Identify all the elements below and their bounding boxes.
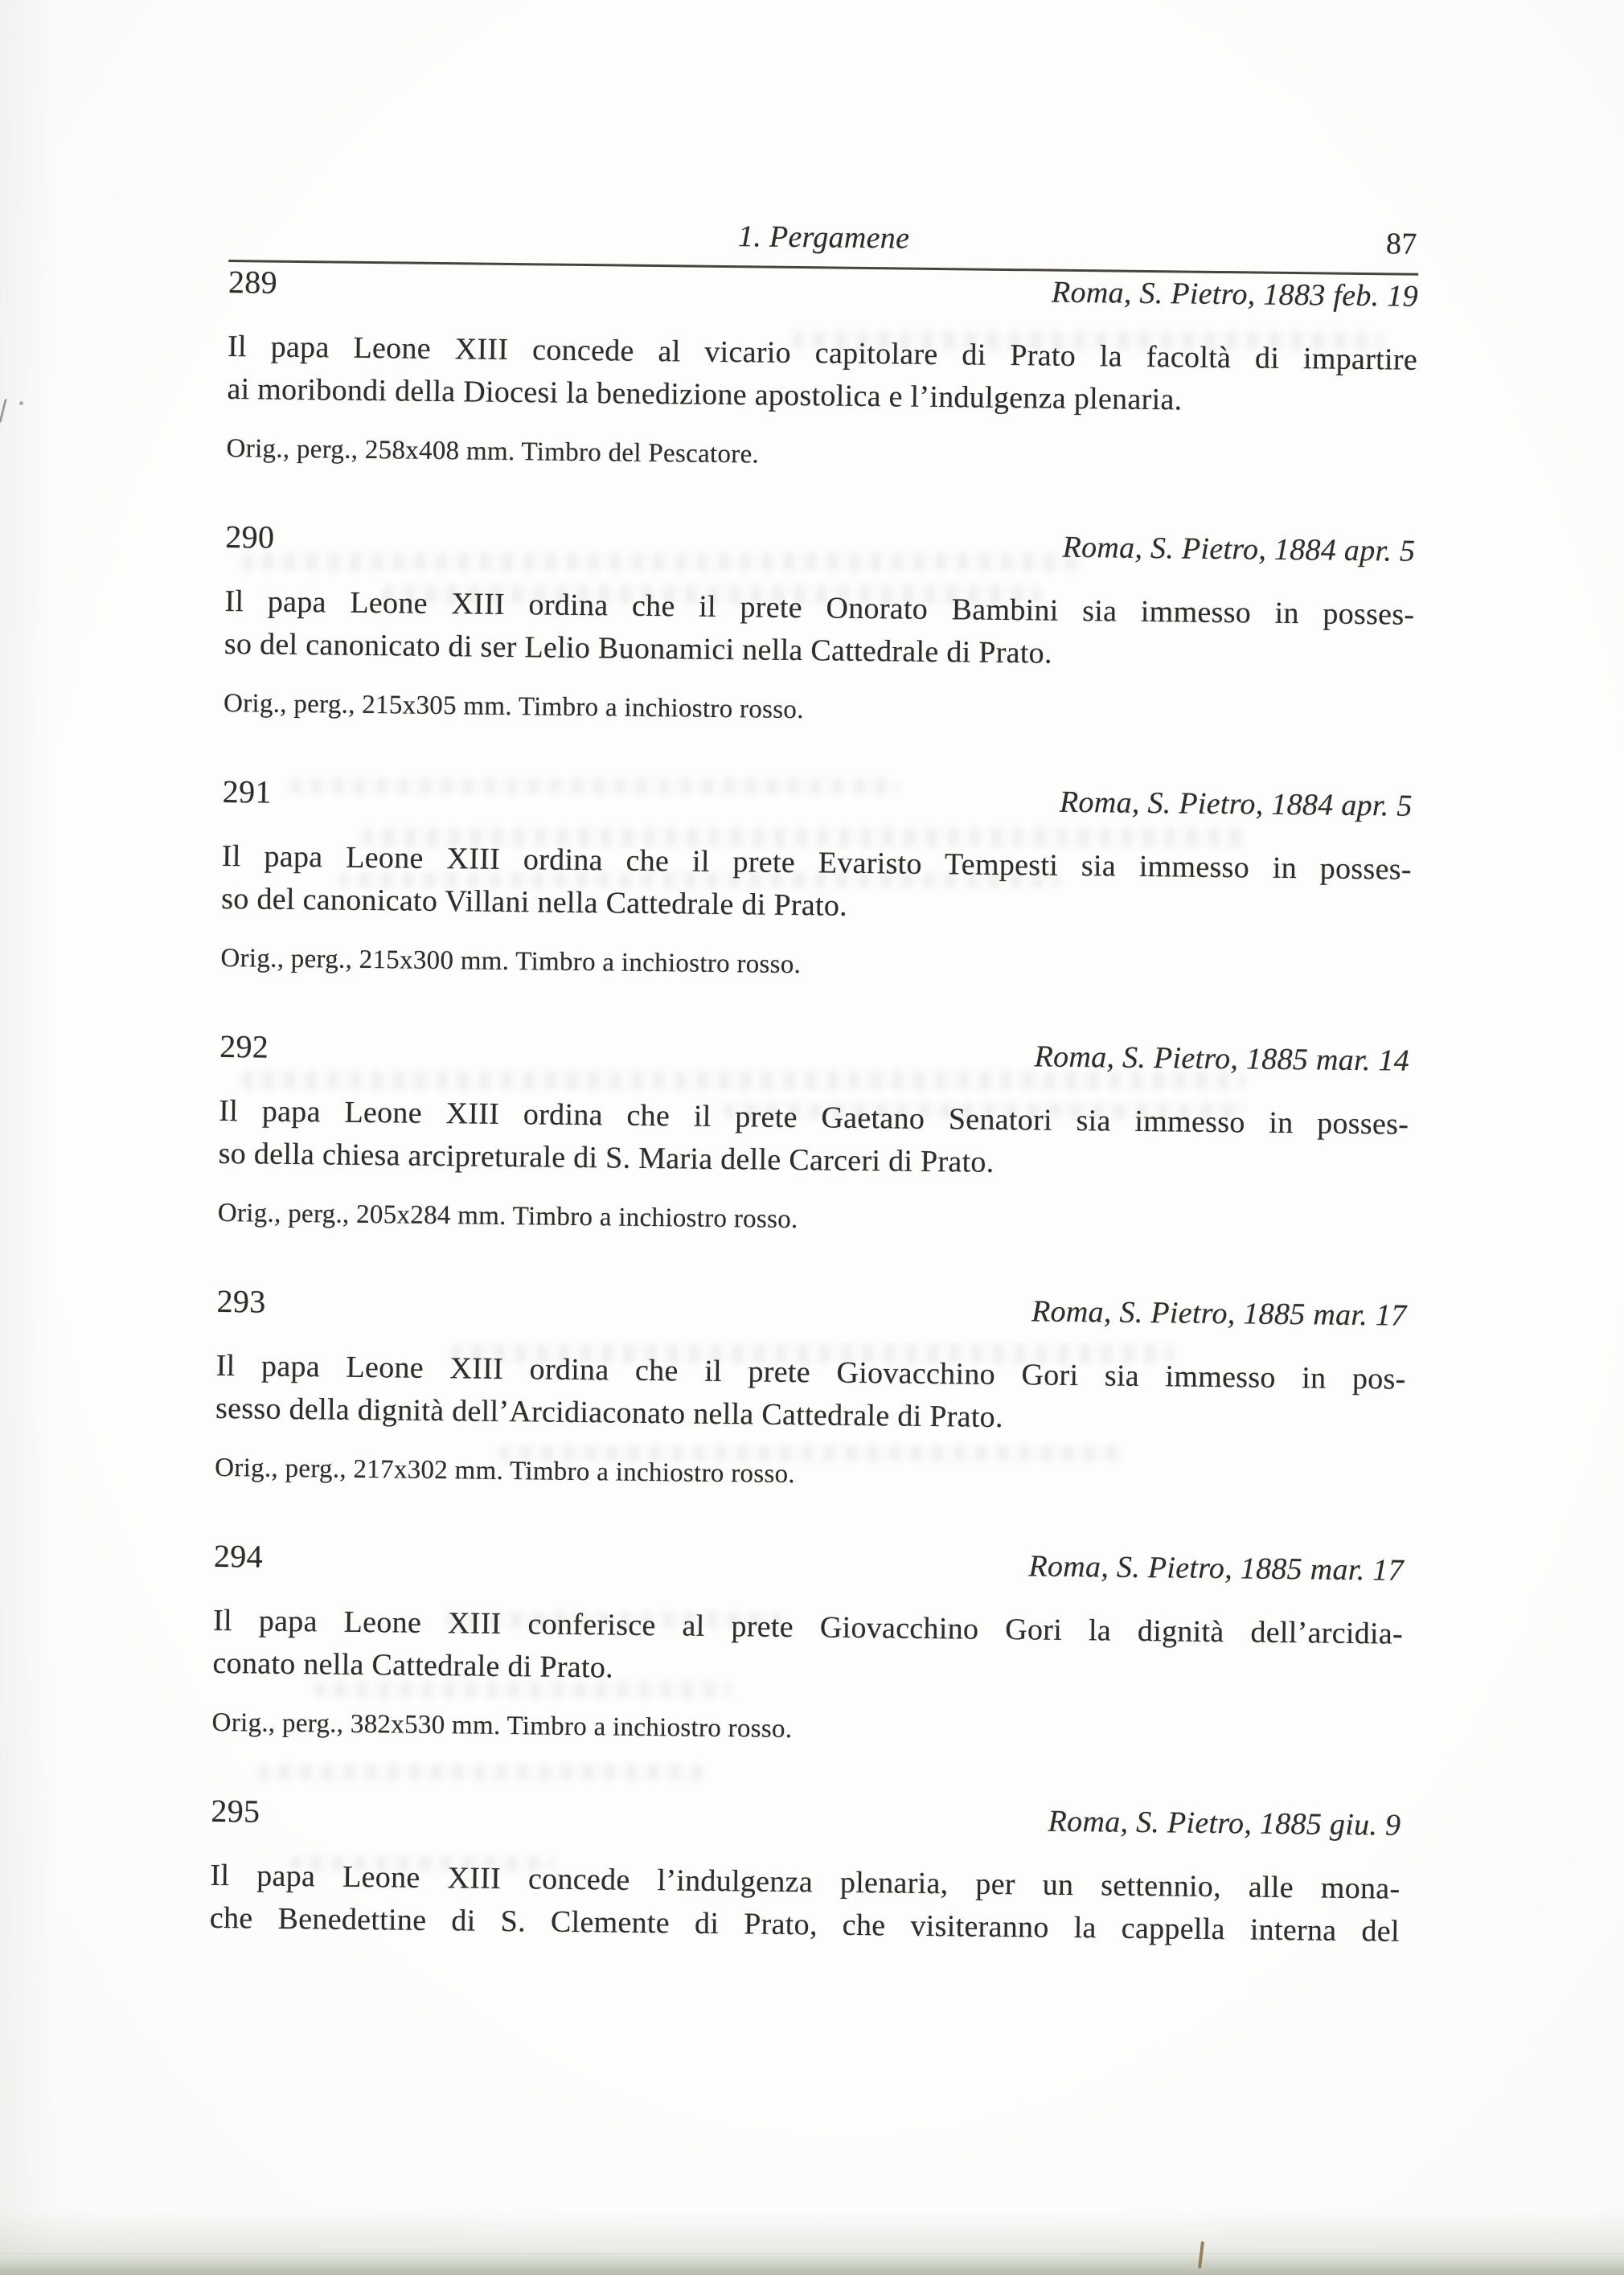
entry-dateline: Roma, S. Pietro, 1885 mar. 17: [1028, 1549, 1405, 1588]
body-line: Il papa Leone XIII ordina che il prete Giovacchino Gori sia immesso in pos-: [215, 1348, 1406, 1396]
catalog-entry: [218, 1027, 1410, 1245]
entry-physical-description: Orig., perg., 205x284 mm. Timbro a inchiostro rosso.: [217, 1198, 798, 1235]
entry-number: 290: [225, 518, 275, 555]
page-bottom-shadow: [0, 2211, 1624, 2254]
catalog-entry: [226, 262, 1418, 481]
section-title: 1. Pergamene: [737, 219, 910, 256]
entry-number: 289: [228, 263, 278, 301]
body-line: Il papa Leone XIII conferisce al prete Giovacchino Gori la dignità dell’arcidia-: [212, 1603, 1404, 1651]
entry-number: 292: [219, 1027, 269, 1065]
catalog-entry: [211, 1536, 1404, 1755]
entry-head: [219, 1027, 1409, 1081]
entry-dateline: Roma, S. Pietro, 1884 apr. 5: [1059, 785, 1413, 823]
entry-physical-description: Orig., perg., 215x305 mm. Timbro a inchiostro rosso.: [223, 688, 804, 725]
entry-physical-description: Orig., perg., 217x302 mm. Timbro a inchiostro rosso.: [215, 1453, 796, 1490]
body-line: Il papa Leone XIII concede al vicario capitolare di Prato la facoltà di impartire: [227, 329, 1418, 377]
body-line: Il papa Leone XIII ordina che il prete Evaristo Tempesti sia immesso in posses-: [221, 838, 1413, 887]
entry-body: [218, 1090, 1409, 1189]
entry-head: [216, 1281, 1406, 1336]
entry-physical-description: Orig., perg., 258x408 mm. Timbro del Pescatore.: [226, 433, 760, 469]
entry-body: [224, 580, 1415, 679]
catalog-entry: [220, 772, 1413, 990]
entry-body: [210, 1855, 1400, 1953]
body-line: che Benedettine di S. Clemente di Prato, che visiteranno la cappella interna del: [209, 1900, 1400, 1949]
catalog-entry: [215, 1281, 1407, 1500]
body-line: Il papa Leone XIII concede l’indulgenza plenaria, per un settennio, alle mona-: [210, 1858, 1400, 1906]
entry-head: [225, 517, 1415, 572]
entry-number: 293: [216, 1282, 266, 1320]
body-line: so del canonicato di ser Lelio Buonamici nella Cattedrale di Prato.: [224, 626, 1053, 670]
body-line: conato nella Cattedrale di Prato.: [212, 1646, 614, 1685]
body-line: Il papa Leone XIII ordina che il prete Onorato Bambini sia immesso in posses-: [224, 584, 1415, 632]
body-line: sesso della dignità dell’Arcidiaconato nella Cattedrale di Prato.: [215, 1391, 1004, 1435]
entry-dateline: Roma, S. Pietro, 1885 mar. 14: [1034, 1039, 1410, 1078]
entry-head: [211, 1791, 1400, 1846]
page-content: [209, 211, 1419, 2003]
entry-body: [221, 835, 1412, 934]
entry-dateline: Roma, S. Pietro, 1885 mar. 17: [1031, 1294, 1407, 1333]
body-line: so della chiesa arcipreturale di S. Maria delle Carceri di Prato.: [218, 1136, 994, 1179]
entry-number: 295: [211, 1792, 260, 1830]
book-bottom-edge: [0, 2253, 1624, 2275]
entry-physical-description: Orig., perg., 215x300 mm. Timbro a inchiostro rosso.: [220, 943, 802, 980]
entry-number: 294: [213, 1537, 264, 1575]
page-number: 87: [1385, 227, 1417, 261]
entry-body: [212, 1600, 1403, 1699]
entry-dateline: Roma, S. Pietro, 1884 apr. 5: [1062, 530, 1416, 568]
body-line: so del canonicato Villani nella Cattedrale di Prato.: [221, 881, 848, 923]
entry-number: 291: [222, 773, 272, 810]
catalog-entry: [224, 517, 1416, 736]
entry-body: [215, 1345, 1406, 1444]
entry-dateline: Roma, S. Pietro, 1885 giu. 9: [1048, 1804, 1401, 1843]
margin-smudge-artifact: [0, 399, 14, 424]
body-line: Il papa Leone XIII ordina che il prete Gaetano Senatori sia immesso in posses-: [219, 1093, 1409, 1142]
entry-physical-description: Orig., perg., 382x530 mm. Timbro a inchiostro rosso.: [211, 1707, 793, 1744]
entry-head: [223, 772, 1413, 826]
entry-body: [227, 326, 1417, 424]
body-line: ai moribondi della Diocesi la benedizione apostolica e l’indulgenza plenaria.: [227, 371, 1183, 417]
entry-dateline: Roma, S. Pietro, 1883 feb. 19: [1051, 275, 1419, 314]
catalog-entry: [210, 1791, 1401, 1953]
entry-head: [214, 1536, 1404, 1591]
